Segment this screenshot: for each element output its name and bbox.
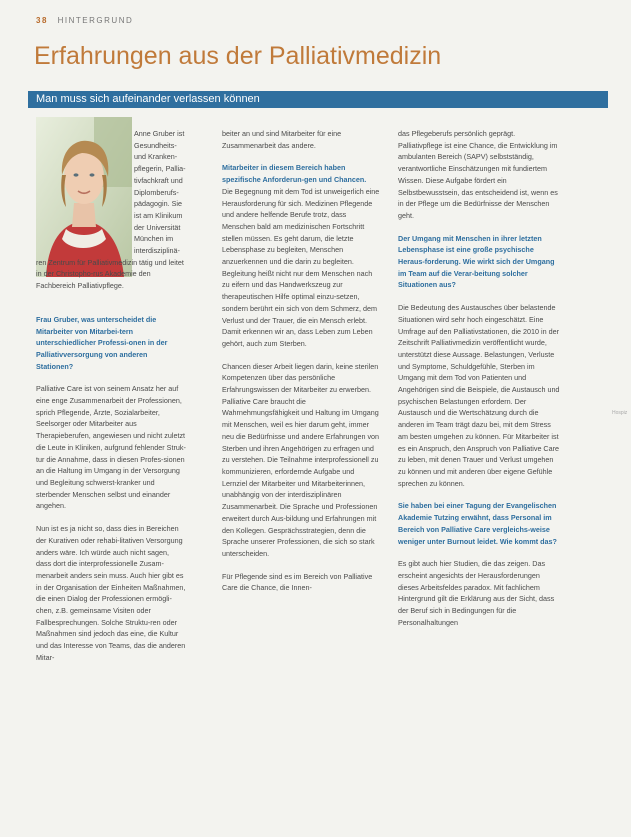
section-label: HINTERGRUND [57, 16, 134, 25]
interview-question: Der Umgang mit Menschen in ihrer letzten Lebensphase ist eine große psychische Heraus-forderung. Wie wirkt sich der Umgang im Team auf die Verar-beitung solcher Situationen aus? [398, 233, 555, 290]
bio-line: Diplomberufs- [134, 187, 179, 197]
bio-line: der Universität [134, 222, 181, 232]
bio-line: pflegerin, Pallia- [134, 164, 186, 174]
answer-paragraph: Die Begegnung mit dem Tod ist unweigerlich eine Herausforderung für sich. Medizinen Pflegende und andere helfende Berufe trotz, dass Menschen bald am medizinischen Fortschritt stellen müssen. Es geht darum, die letzte Lebensphase zu begleiten, Menschen anzuerkennen und die darin zu begleiten. Begleitung heißt nicht nur dem Menschen nach zu eifern und das Handwerkszeug zur therapeutischen Hilfe optimal einzu-setzen, sondern berührt ein sich von dem Schmerz, dem Verlust und der Trauer, die ein Mensch erlebt. Damit erkennen wir an, dass Leben zum Leben gehört, auch zum Sterben. [222, 186, 380, 348]
answer-paragraph: das Pflegeberufs persönlich geprägt. Palliativpflege ist eine Chance, die Entwicklung im ambulanten Bereich (SAPV) selbstständig, verantwortliche Einschätzungen mit fundiertem Wissen. Diese Aufgabe fördert ein Selbstbewusstsein, das entscheidend ist, wenn es in der Pflege um die Bedürfnisse der Menschen geht. [398, 129, 558, 220]
interview-question: Frau Gruber, was unterscheidet die Mitarbeiter von Mitarbei-tern unterschiedlicher Professi-onen in der Palliativversorgung von anderen Stationen? [36, 314, 168, 371]
article-headline: Erfahrungen aus der Palliativmedizin [34, 42, 442, 70]
answer-paragraph: Es gibt auch hier Studien, die das zeigen. Das erscheint angesichts der Herausforderungen dieses Arbeitsfeldes paradox. Mit fachlichem Hintergrund gilt die Erklärung aus der Sicht, dass der Beruf sich in Bedingungen für die Personalhaltungen [398, 559, 555, 627]
bio-line: tivfachkraft und [134, 175, 183, 185]
answer-paragraph: Für Pflegende sind es im Bereich von Palliative Care die Chance, die Innen- [222, 571, 373, 593]
bio-line: und Kranken- [134, 152, 178, 162]
interview-question: Mitarbeiter in diesem Bereich haben spezifische Anforderun-gen und Chancen. [222, 163, 367, 185]
bio-line: Gesundheits- [134, 140, 177, 150]
column-1 [36, 128, 186, 664]
edge-annotation: Hospiz [612, 410, 628, 416]
interview-question: Sie haben bei einer Tagung der Evangelischen Akademie Tutzing erwähnt, dass Personal im Bereich von Palliative Care vergleichs-weise weniger unter Burnout leidet. Wie kommt das? [398, 501, 557, 546]
answer-paragraph: Die Bedeutung des Austausches über belastende Situationen wird sehr hoch eingeschätzt. Eine Umfrage auf den Palliativstationen, die 2010 in der Zeitschrift Palliativmedizin veröffentlicht wurde, unterstützt diese Aussage. Belastungen, Verluste und Symptome, Schuldgefühle, Sterben im Umgang mit dem Tod von Patienten und Angehörigen sind die Beispiele, die Austausch und psychischen Belastungen erfordern. Der Austausch und die Wertschätzung durch die anderen im Team trägt dazu bei, mit dem Stress am besten umgehen zu können. Für Mitarbeiter ist es ein Anspruch, den Anspruch von Palliative Care zu leben, mit denen Trauer und Verlust umgehen zu können und mit anderen über eigene Gefühle sprechen zu können. [398, 303, 560, 488]
running-head [36, 16, 133, 25]
bio-line: pädagogin. Sie [134, 199, 182, 209]
page-number: 38 [36, 16, 48, 25]
column-2 [222, 128, 380, 594]
subtitle-banner: Man muss sich aufeinander verlassen können [28, 91, 608, 108]
author-bio-wrapped [134, 128, 186, 257]
answer-paragraph: Palliative Care ist von seinem Ansatz her auf eine enge Zusammenarbeit der Professionen, sprich Pflegende, Ärzte, Sozialarbeiter, Seelsorger oder Mitarbeiter aus Therapieberufen, angewiesen und nicht zuletzt die Leute in Kliniken, aufgrund fehlender Struk-tur die Annahme, dass in diesen Profes-sionen an die Haltung im Umgang in der Versorgung und Begleitung schwerst-kranker und sterbender Menschen selbst und einander angehen. [36, 384, 186, 511]
answer-paragraph: Nun ist es ja nicht so, dass dies in Bereichen der Kurativen oder rehabi-litativen Versorgung anders wäre. Ich würde auch nicht sagen, dass dort die interprofessionelle Zusam-menarbeit anders sein muss. Auch hier gibt es in der Organisation der Einheiten Maßnahmen, die einen Dialog der Professionen ermögli-chen, z.B. gemeinsame Visiten oder Fallbesprechungen. Solche Struktu-ren oder Maßnahmen sind jedoch das eine, die Kultur und das Interesse von Teams, das die anderen Mitar- [36, 524, 186, 662]
bio-line: interdisziplinä- [134, 246, 180, 256]
bio-line: München im [134, 234, 174, 244]
answer-paragraph: Chancen dieser Arbeit liegen darin, keine sterilen Kompetenzen über das persönliche Erfahrungswissen der Mitarbeiter zu erwerben. Palliative Care braucht die Wahrnehmungsfähigkeit und Haltung im Umgang mit Menschen, weil es hier darum geht, immer neu die Bedürfnisse und andere Erfahrungen von Sterben und ihren Angehörigen zu erfragen und zu verstehen. Die Teilnahme interprofessionell zu kommunizieren, erfordernde Aufgabe und Lernziel der Mitarbeiter und Mitarbeiterinnen, unabhängig von der interdisziplinären Zusammenarbeit. Die Sprache und Professionen erweitert durch Aus-bildung und Erfahrungen mit den Kollegen. Gesprächsstrategien, denn die Sprache unserer Professionen, die sich so stark unterscheiden. [222, 361, 380, 558]
bio-line: ist am Klinikum [134, 210, 183, 220]
answer-paragraph: beiter an und sind Mitarbeiter für eine Zusammenarbeit das andere. [222, 129, 342, 150]
bio-line: Anne Gruber ist [134, 129, 185, 138]
author-bio-continued: ren Zentrum für Palliativmedizin tätig und leitet in der Christopho-rus Akademie den Fachbereich Palliativpflege. [36, 257, 184, 291]
column-3 [398, 128, 560, 628]
